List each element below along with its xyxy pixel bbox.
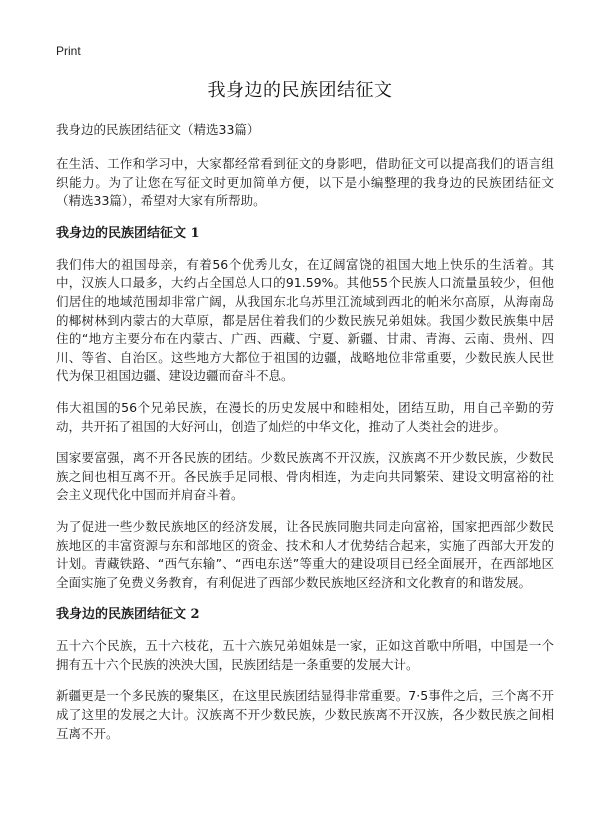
intro-paragraph: 在生活、工作和学习中，大家都经常看到征文的身影吧，借助征文可以提高我们的语言组织能力。为了让您在写征文时更加简单方便，以下是小编整理的我身边的民族团结征文（精选33篇），希望对大家有所帮助。 bbox=[56, 156, 554, 209]
paragraph: 国家要富强，离不开各民族的团结。少数民族离不开汉族，汉族离不开少数民族，少数民族之间也相互离不开。各民族手足同根、骨肉相连，为走向共同繁荣、建设文明富裕的社会主义现代化中国而并肩奋斗着。 bbox=[56, 450, 554, 503]
document-body bbox=[56, 120, 554, 756]
paragraph: 为了促进一些少数民族地区的经济发展，让各民族同胞共同走向富裕，国家把西部少数民族地区的丰富资源与东和部地区的资金、技术和人才优势结合起来，实施了西部大开发的计划。青藏铁路、“西气东输”、“西电东送”等重大的建设项目已经全面展开，在西部地区全面实施了免费义务教育，有利促进了西部少数民族地区经济和文化教育的和谐发展。 bbox=[56, 518, 554, 590]
document-subtitle: 我身边的民族团结征文（精选33篇） bbox=[56, 122, 260, 137]
print-link[interactable]: Print bbox=[56, 44, 81, 58]
paragraph: 伟大祖国的56个兄弟民族，在漫长的历史发展中和睦相处，团结互助，用自己辛勤的劳动，共开拓了祖国的大好河山，创造了灿烂的中华文化，推动了人类社会的进步。 bbox=[56, 399, 554, 434]
paragraph: 新疆更是一个多民族的聚集区，在这里民族团结显得非常重要。7·5事件之后，三个离不开成了这里的发展之大计。汉族离不开少数民族，少数民族离不开汉族，各少数民族之间相互离不开。 bbox=[56, 688, 554, 741]
paragraph: 我们伟大的祖国母亲，有着56个优秀儿女，在辽阔富饶的祖国大地上快乐的生活着。其中，汉族人口最多，大约占全国总人口的91.59%。其他55个民族人口流量虽较少，但他们居住的地域范围却非常广阔，从我国东北乌苏里江流域到西北的帕米尔高原，从海南岛的椰树林到内蒙古的大草原，都是居住着我们的少数民族兄弟姐妹。我国少数民族集中居住的“地方主要分布在内蒙古、广西、西藏、宁夏、新疆、甘肃、青海、云南、贵州、四川、等省、自治区。这些地方大都位于祖国的边疆，战略地位非常重要，少数民族人民世代为保卫祖国边疆、建设边疆而奋斗不息。 bbox=[56, 256, 554, 384]
document-title: 我身边的民族团结征文 bbox=[207, 80, 393, 101]
section-heading: 我身边的民族团结征文 1 bbox=[56, 225, 200, 241]
section-heading: 我身边的民族团结征文 2 bbox=[56, 607, 200, 623]
paragraph: 五十六个民族，五十六枝花，五十六族兄弟姐妹是一家，正如这首歌中所唱，中国是一个拥有五十六个民族的泱泱大国，民族团结是一条重要的发展大计。 bbox=[56, 638, 554, 672]
